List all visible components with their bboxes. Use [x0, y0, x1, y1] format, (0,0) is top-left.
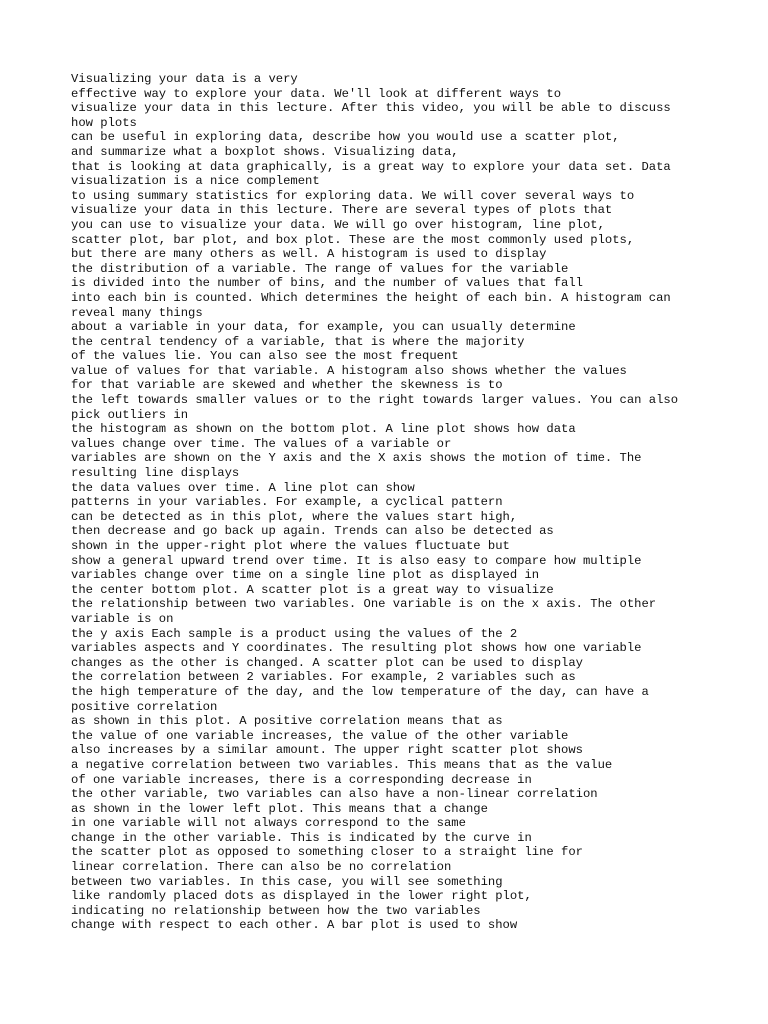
- text-line: variables change over time on a single line plot as displayed in: [71, 568, 540, 583]
- text-line: to using summary statistics for exploring data. We will cover several ways to: [71, 188, 635, 203]
- text-line: variables are shown on the Y axis and the X axis shows the motion of time. The: [71, 451, 642, 466]
- text-line: as shown in this plot. A positive correlation means that as: [71, 714, 503, 729]
- text-line: the histogram as shown on the bottom plot. A line plot shows how data: [71, 422, 576, 437]
- text-line: that is looking at data graphically, is a great way to explore your data set. Data: [71, 159, 671, 174]
- text-line: pick outliers in: [71, 407, 189, 422]
- text-line: the distribution of a variable. The range of values for the variable: [71, 261, 569, 276]
- text-line: the correlation between 2 variables. For example, 2 variables such as: [71, 670, 576, 685]
- text-line: the value of one variable increases, the value of the other variable: [71, 728, 569, 743]
- transcript-text: [71, 72, 761, 933]
- text-line: then decrease and go back up again. Trends can also be detected as: [71, 524, 554, 539]
- text-line: visualize your data in this lecture. There are several types of plots that: [71, 203, 613, 218]
- text-line: reveal many things: [71, 305, 203, 320]
- text-line: can be detected as in this plot, where the values start high,: [71, 509, 518, 524]
- text-line: value of values for that variable. A histogram also shows whether the values: [71, 363, 627, 378]
- text-line: a negative correlation between two variables. This means that as the value: [71, 757, 613, 772]
- text-line: and summarize what a boxplot shows. Visualizing data,: [71, 144, 459, 159]
- text-line: the y axis Each sample is a product using the values of the 2: [71, 626, 518, 641]
- text-line: the center bottom plot. A scatter plot is a great way to visualize: [71, 582, 554, 597]
- text-line: as shown in the lower left plot. This means that a change: [71, 801, 488, 816]
- text-line: visualization is a nice complement: [71, 174, 320, 189]
- text-line: change in the other variable. This is indicated by the curve in: [71, 830, 532, 845]
- text-line: can be useful in exploring data, describe how you would use a scatter plot,: [71, 130, 620, 145]
- text-line: shown in the upper-right plot where the values fluctuate but: [71, 539, 510, 553]
- text-line: the relationship between two variables. One variable is on the x axis. The other: [71, 597, 657, 612]
- text-line: between two variables. In this case, you will see something: [71, 874, 503, 889]
- text-line: of the values lie. You can also see the most frequent: [71, 349, 459, 364]
- text-line: the scatter plot as opposed to something closer to a straight line for: [71, 845, 583, 860]
- text-line: positive correlation: [71, 699, 218, 714]
- text-line: is divided into the number of bins, and the number of values that fall: [71, 276, 583, 291]
- text-line: Visualizing your data is a very: [71, 72, 298, 86]
- text-line: the central tendency of a variable, that is where the majority: [71, 334, 525, 349]
- text-line: scatter plot, bar plot, and box plot. These are the most commonly used plots,: [71, 232, 635, 247]
- text-line: the other variable, two variables can also have a non-linear correlation: [71, 787, 598, 802]
- text-line: linear correlation. There can also be no correlation: [71, 860, 452, 875]
- text-line: of one variable increases, there is a corresponding decrease in: [71, 772, 532, 787]
- text-line: indicating no relationship between how the two variables: [71, 903, 481, 918]
- text-line: changes as the other is changed. A scatter plot can be used to display: [71, 655, 583, 670]
- text-line: visualize your data in this lecture. After this video, you will be able to discuss: [71, 101, 671, 116]
- text-line: show a general upward trend over time. It is also easy to compare how multiple: [71, 553, 642, 568]
- text-line: you can use to visualize your data. We will go over histogram, line plot,: [71, 217, 605, 232]
- text-line: the high temperature of the day, and the low temperature of the day, can have a: [71, 684, 649, 699]
- text-line: resulting line displays: [71, 466, 240, 481]
- text-line: the data values over time. A line plot can show: [71, 480, 415, 495]
- text-line: variables aspects and Y coordinates. The resulting plot shows how one variable: [71, 641, 642, 656]
- text-line: into each bin is counted. Which determines the height of each bin. A histogram can: [71, 290, 671, 305]
- text-line: for that variable are skewed and whether the skewness is to: [71, 378, 503, 393]
- text-line: variable is on: [71, 611, 174, 626]
- text-line: change with respect to each other. A bar plot is used to show: [71, 918, 518, 933]
- text-line: how plots: [71, 115, 137, 130]
- text-line: also increases by a similar amount. The upper right scatter plot shows: [71, 743, 583, 758]
- text-line: values change over time. The values of a variable or: [71, 436, 452, 451]
- text-line: patterns in your variables. For example, a cyclical pattern: [71, 495, 503, 510]
- text-line: about a variable in your data, for example, you can usually determine: [71, 320, 576, 335]
- text-line: but there are many others as well. A histogram is used to display: [71, 247, 547, 262]
- text-line: like randomly placed dots as displayed in the lower right plot,: [71, 889, 532, 904]
- text-line: in one variable will not always correspond to the same: [71, 816, 466, 831]
- text-line: the left towards smaller values or to the right towards larger values. You can also: [71, 393, 679, 408]
- text-line: effective way to explore your data. We'll look at different ways to: [71, 86, 562, 101]
